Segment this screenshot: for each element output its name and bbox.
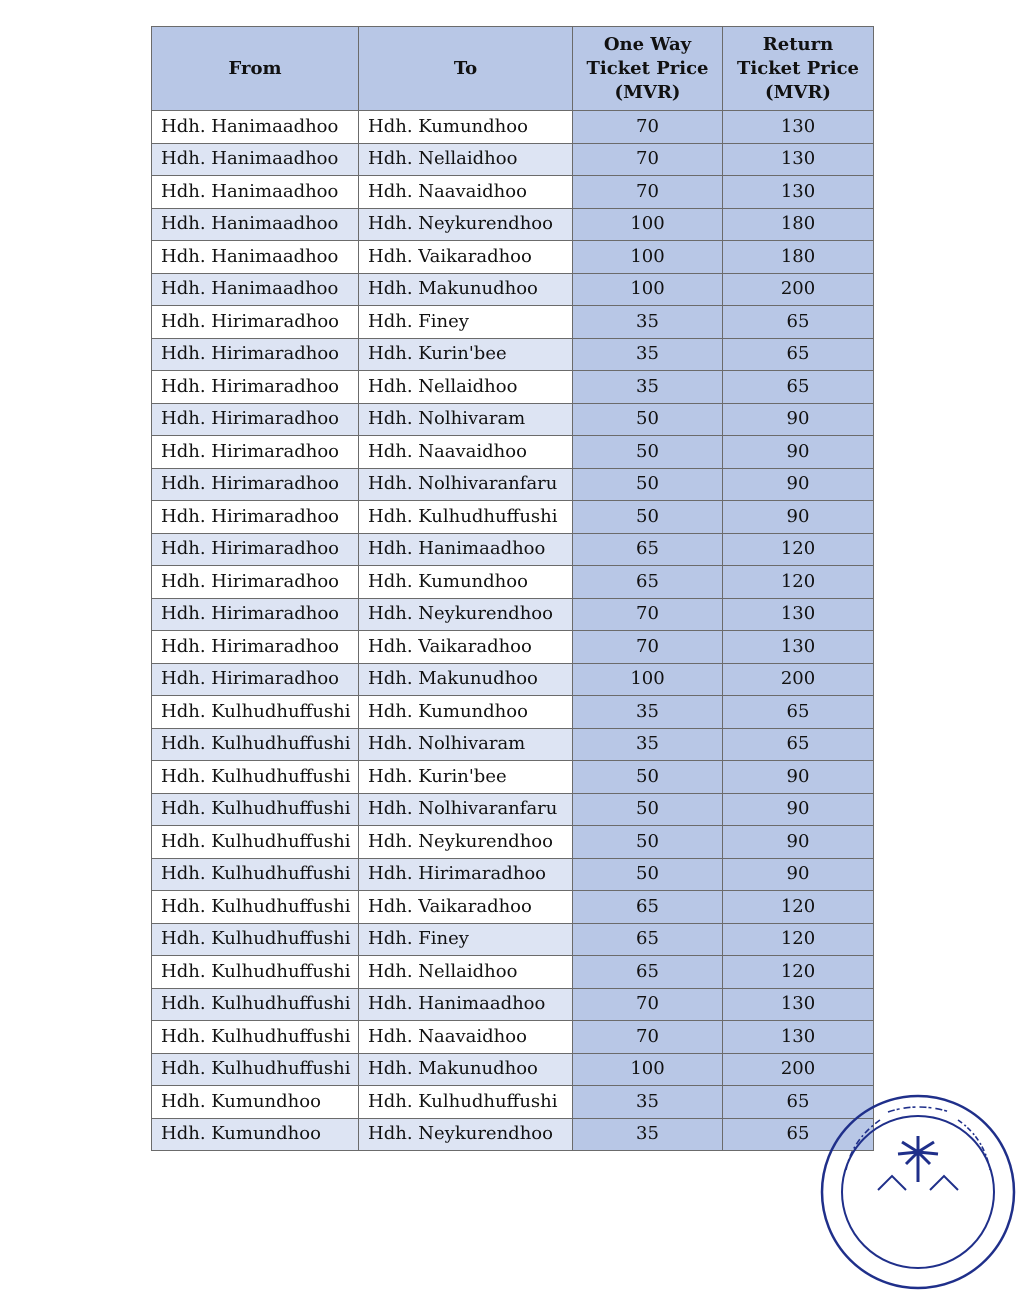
header-one-way-line: (MVR) <box>614 81 681 103</box>
to-cell: Hdh. Neykurendhoo <box>359 208 573 241</box>
table-row <box>152 1021 874 1054</box>
return-price-cell: 90 <box>723 761 874 794</box>
one-way-price-cell: 100 <box>573 273 723 306</box>
from-cell: Hdh. Hanimaadhoo <box>152 273 359 306</box>
one-way-price-cell: 35 <box>573 1086 723 1119</box>
return-price-cell: 65 <box>723 338 874 371</box>
from-cell: Hdh. Kulhudhuffushi <box>152 793 359 826</box>
to-cell: Hdh. Vaikaradhoo <box>359 241 573 274</box>
from-cell: Hdh. Kulhudhuffushi <box>152 696 359 729</box>
table-row <box>152 338 874 371</box>
header-one-way-line: Ticket Price <box>586 57 709 79</box>
one-way-price-cell: 100 <box>573 208 723 241</box>
one-way-price-cell: 70 <box>573 631 723 664</box>
return-price-cell: 120 <box>723 566 874 599</box>
return-price-cell: 90 <box>723 403 874 436</box>
to-cell: Hdh. Kurin'bee <box>359 761 573 794</box>
table-row <box>152 1086 874 1119</box>
to-cell: Hdh. Kumundhoo <box>359 566 573 599</box>
table-row <box>152 208 874 241</box>
table-row <box>152 793 874 826</box>
header-return-line: Ticket Price <box>737 57 859 79</box>
to-cell: Hdh. Kulhudhuffushi <box>359 1086 573 1119</box>
one-way-price-cell: 65 <box>573 891 723 924</box>
return-price-cell: 130 <box>723 631 874 664</box>
to-cell: Hdh. Nellaidhoo <box>359 956 573 989</box>
return-price-cell: 65 <box>723 728 874 761</box>
table-row <box>152 1118 874 1151</box>
from-cell: Hdh. Kumundhoo <box>152 1086 359 1119</box>
from-cell: Hdh. Kumundhoo <box>152 1118 359 1151</box>
one-way-price-cell: 70 <box>573 598 723 631</box>
return-price-cell: 65 <box>723 1086 874 1119</box>
one-way-price-cell: 70 <box>573 111 723 144</box>
return-price-cell: 90 <box>723 826 874 859</box>
one-way-price-cell: 70 <box>573 176 723 209</box>
one-way-price-cell: 50 <box>573 858 723 891</box>
return-price-cell: 130 <box>723 111 874 144</box>
from-cell: Hdh. Hirimaradhoo <box>152 631 359 664</box>
table-row <box>152 891 874 924</box>
from-cell: Hdh. Kulhudhuffushi <box>152 988 359 1021</box>
table-row <box>152 663 874 696</box>
to-cell: Hdh. Nolhivaranfaru <box>359 793 573 826</box>
from-cell: Hdh. Kulhudhuffushi <box>152 1053 359 1086</box>
to-cell: Hdh. Nolhivaram <box>359 728 573 761</box>
to-cell: Hdh. Makunudhoo <box>359 663 573 696</box>
to-cell: Hdh. Neykurendhoo <box>359 826 573 859</box>
one-way-price-cell: 50 <box>573 826 723 859</box>
return-price-cell: 120 <box>723 533 874 566</box>
one-way-price-cell: 100 <box>573 1053 723 1086</box>
one-way-price-cell: 35 <box>573 338 723 371</box>
one-way-price-cell: 70 <box>573 1021 723 1054</box>
from-cell: Hdh. Hirimaradhoo <box>152 566 359 599</box>
return-price-cell: 130 <box>723 598 874 631</box>
from-cell: Hdh. Hirimaradhoo <box>152 663 359 696</box>
table-row <box>152 273 874 306</box>
to-cell: Hdh. Naavaidhoo <box>359 436 573 469</box>
to-cell: Hdh. Kulhudhuffushi <box>359 501 573 534</box>
from-cell: Hdh. Hanimaadhoo <box>152 241 359 274</box>
from-cell: Hdh. Hanimaadhoo <box>152 208 359 241</box>
one-way-price-cell: 35 <box>573 1118 723 1151</box>
table-row <box>152 533 874 566</box>
from-cell: Hdh. Hanimaadhoo <box>152 111 359 144</box>
table-header <box>152 27 874 111</box>
one-way-price-cell: 50 <box>573 436 723 469</box>
from-cell: Hdh. Kulhudhuffushi <box>152 891 359 924</box>
from-cell: Hdh. Hirimaradhoo <box>152 501 359 534</box>
return-price-cell: 130 <box>723 176 874 209</box>
to-cell: Hdh. Kumundhoo <box>359 111 573 144</box>
table-row <box>152 761 874 794</box>
one-way-price-cell: 50 <box>573 793 723 826</box>
return-price-cell: 90 <box>723 468 874 501</box>
to-cell: Hdh. Naavaidhoo <box>359 1021 573 1054</box>
to-cell: Hdh. Hirimaradhoo <box>359 858 573 891</box>
return-price-cell: 130 <box>723 1021 874 1054</box>
table-row <box>152 436 874 469</box>
return-price-cell: 180 <box>723 241 874 274</box>
one-way-price-cell: 100 <box>573 241 723 274</box>
table-row <box>152 241 874 274</box>
from-cell: Hdh. Hirimaradhoo <box>152 306 359 339</box>
table-row <box>152 956 874 989</box>
to-cell: Hdh. Kumundhoo <box>359 696 573 729</box>
table-row <box>152 306 874 339</box>
from-cell: Hdh. Hirimaradhoo <box>152 598 359 631</box>
from-cell: Hdh. Hirimaradhoo <box>152 468 359 501</box>
return-price-cell: 120 <box>723 923 874 956</box>
from-cell: Hdh. Hirimaradhoo <box>152 403 359 436</box>
to-cell: Hdh. Nolhivaranfaru <box>359 468 573 501</box>
table-row <box>152 403 874 436</box>
table-row <box>152 176 874 209</box>
from-cell: Hdh. Kulhudhuffushi <box>152 956 359 989</box>
return-price-cell: 65 <box>723 696 874 729</box>
return-price-cell: 65 <box>723 306 874 339</box>
from-cell: Hdh. Hirimaradhoo <box>152 533 359 566</box>
fare-table <box>151 26 874 1151</box>
one-way-price-cell: 65 <box>573 566 723 599</box>
table-row <box>152 858 874 891</box>
one-way-price-cell: 70 <box>573 143 723 176</box>
return-price-cell: 130 <box>723 988 874 1021</box>
from-cell: Hdh. Kulhudhuffushi <box>152 1021 359 1054</box>
table-row <box>152 631 874 664</box>
table-row <box>152 696 874 729</box>
to-cell: Hdh. Vaikaradhoo <box>359 631 573 664</box>
return-price-cell: 120 <box>723 891 874 924</box>
one-way-price-cell: 50 <box>573 501 723 534</box>
to-cell: Hdh. Hanimaadhoo <box>359 533 573 566</box>
return-price-cell: 65 <box>723 371 874 404</box>
to-cell: Hdh. Naavaidhoo <box>359 176 573 209</box>
table-row <box>152 598 874 631</box>
one-way-price-cell: 35 <box>573 371 723 404</box>
header-return-line: Return <box>762 33 834 55</box>
one-way-price-cell: 35 <box>573 696 723 729</box>
return-price-cell: 130 <box>723 143 874 176</box>
to-cell: Hdh. Nellaidhoo <box>359 143 573 176</box>
to-cell: Hdh. Neykurendhoo <box>359 598 573 631</box>
header-one-way <box>573 27 723 111</box>
to-cell: Hdh. Neykurendhoo <box>359 1118 573 1151</box>
return-price-cell: 200 <box>723 1053 874 1086</box>
table-row <box>152 923 874 956</box>
header-one-way-line: One Way <box>603 33 692 55</box>
return-price-cell: 90 <box>723 436 874 469</box>
to-cell: Hdh. Finey <box>359 923 573 956</box>
from-cell: Hdh. Kulhudhuffushi <box>152 728 359 761</box>
one-way-price-cell: 65 <box>573 533 723 566</box>
header-row <box>152 27 874 111</box>
table-row <box>152 371 874 404</box>
header-return <box>723 27 874 111</box>
to-cell: Hdh. Vaikaradhoo <box>359 891 573 924</box>
table-row <box>152 566 874 599</box>
from-cell: Hdh. Kulhudhuffushi <box>152 923 359 956</box>
header-return-line: (MVR) <box>765 81 831 103</box>
one-way-price-cell: 35 <box>573 306 723 339</box>
one-way-price-cell: 50 <box>573 761 723 794</box>
return-price-cell: 90 <box>723 501 874 534</box>
from-cell: Hdh. Kulhudhuffushi <box>152 826 359 859</box>
table-row <box>152 1053 874 1086</box>
from-cell: Hdh. Kulhudhuffushi <box>152 761 359 794</box>
one-way-price-cell: 50 <box>573 468 723 501</box>
from-cell: Hdh. Hirimaradhoo <box>152 371 359 404</box>
table-row <box>152 111 874 144</box>
table-row <box>152 826 874 859</box>
return-price-cell: 90 <box>723 858 874 891</box>
to-cell: Hdh. Kurin'bee <box>359 338 573 371</box>
header-to: To <box>359 27 573 111</box>
one-way-price-cell: 50 <box>573 403 723 436</box>
to-cell: Hdh. Finey <box>359 306 573 339</box>
to-cell: Hdh. Nellaidhoo <box>359 371 573 404</box>
return-price-cell: 90 <box>723 793 874 826</box>
table-row <box>152 468 874 501</box>
from-cell: Hdh. Hanimaadhoo <box>152 176 359 209</box>
return-price-cell: 120 <box>723 956 874 989</box>
one-way-price-cell: 65 <box>573 956 723 989</box>
table-row <box>152 143 874 176</box>
return-price-cell: 65 <box>723 1118 874 1151</box>
table-row <box>152 501 874 534</box>
from-cell: Hdh. Kulhudhuffushi <box>152 858 359 891</box>
table-row <box>152 988 874 1021</box>
table-body <box>152 111 874 1151</box>
from-cell: Hdh. Hirimaradhoo <box>152 338 359 371</box>
one-way-price-cell: 65 <box>573 923 723 956</box>
one-way-price-cell: 35 <box>573 728 723 761</box>
to-cell: Hdh. Makunudhoo <box>359 273 573 306</box>
one-way-price-cell: 70 <box>573 988 723 1021</box>
return-price-cell: 200 <box>723 273 874 306</box>
table-row <box>152 728 874 761</box>
one-way-price-cell: 100 <box>573 663 723 696</box>
return-price-cell: 180 <box>723 208 874 241</box>
from-cell: Hdh. Hirimaradhoo <box>152 436 359 469</box>
from-cell: Hdh. Hanimaadhoo <box>152 143 359 176</box>
to-cell: Hdh. Makunudhoo <box>359 1053 573 1086</box>
return-price-cell: 200 <box>723 663 874 696</box>
header-from: From <box>152 27 359 111</box>
to-cell: Hdh. Hanimaadhoo <box>359 988 573 1021</box>
to-cell: Hdh. Nolhivaram <box>359 403 573 436</box>
